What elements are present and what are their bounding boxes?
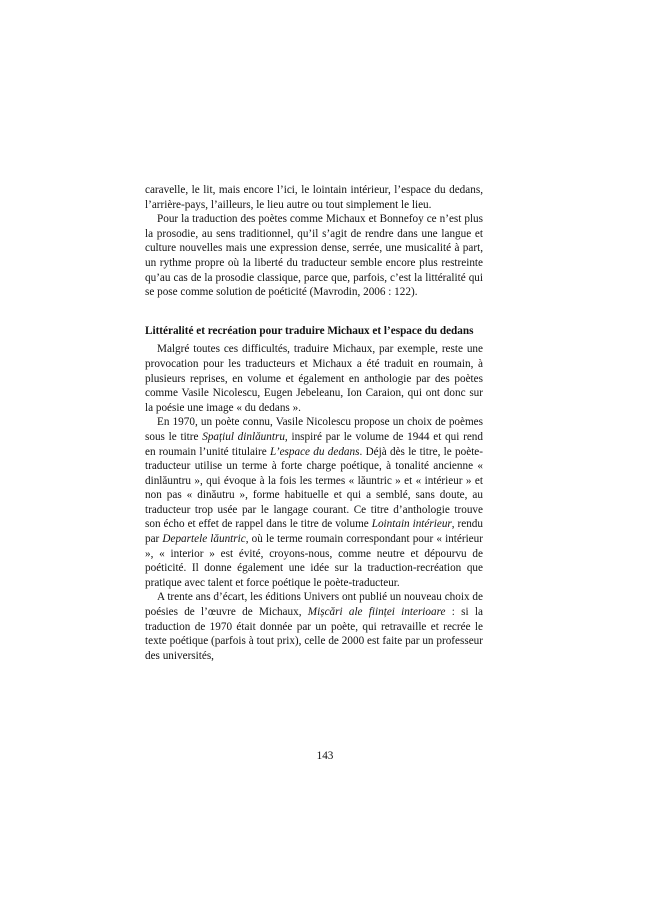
text-run: En 1970, un poète connu, Vasile Nicolescu propose un choix de poèmes sous le titre — [145, 416, 483, 443]
paragraph-translation-poets: Pour la traduction des poètes comme Michaux et Bonnefoy ce n’est plus la prosodie, au sens traditionnel, qu’il s’agit de rendre dans une langue et culture nouvelles mais une expression dense, serrée, une musicalité à part, un rythme propre où la liberté du traducteur semble encore plus restreinte qu’au cas de la prosodie classique, parce que, parfois, c’est la littéralité qui se pose comme solution de poéticité (Mavrodin, 2006 : 122). — [145, 213, 483, 299]
italic-title: Lointain intérieur — [371, 518, 452, 531]
paragraph-continuation: caravelle, le lit, mais encore l’ici, le lointain intérieur, l’espace du dedans, l’arrière-pays, l’ailleurs, le lieu autre ou tout simplement le lieu. — [145, 184, 483, 211]
section-heading: Littéralité et recréation pour traduire Michaux et l’espace du dedans — [145, 324, 474, 337]
italic-title: Mișcări ale ființei interioare — [307, 606, 446, 619]
text-run: , rendu par — [145, 518, 483, 546]
page-body — [145, 183, 483, 663]
italic-title: Departele lăuntric — [162, 533, 246, 546]
page-number: 143 — [316, 750, 334, 762]
paragraph-univers — [145, 590, 483, 663]
text-run: : si la traduction de 1970 était donnée par un poète, qui retravaille et recrée le texte poétique (parfois à tout prix), celle de 2000 est faite par un professeur des universités, — [145, 606, 483, 662]
text-run: inspiré par le volume de 1944 et qui rend en roumain l’unité titulaire — [145, 430, 483, 458]
paragraph-difficulties: Malgré toutes ces difficultés, traduire Michaux, par exemple, reste une provocation pour les traducteurs et Michaux a été traduit en roumain, à plusieurs reprises, en volume et également en anthologie par des poètes comme Vasile Nicolescu, Eugen Jebeleanu, Ion Caraion, qui ont donc sur la poésie une image « du dedans ». — [145, 343, 483, 414]
text-run: . Déjà dès le titre, le poète-traducteur utilise un terme à forte charge poétique, à tonalité ancienne « dinlăuntru », qui évoque à la fois les termes « lăuntric » et « intérieur » et non pas « dinăutru », forme habituelle et qui a semblé, sans doute, au traducteur trop usée par le langage courant. Ce titre d’anthologie trouve son écho et effet de rappel dans le titre de volume — [145, 445, 483, 531]
paragraph-nicolescu — [145, 415, 483, 590]
text-run: , où le terme roumain correspondant pour « intérieur », « interior » est évité, croyons-nous, comme neutre et dépourvu de poéticité. Il donne également une idée sur la traduction-recréation que pratique avec talent et force poétique le poète-traducteur. — [145, 533, 483, 589]
italic-title: L’espace du dedans — [270, 445, 360, 458]
text-run: A trente ans d’écart, les éditions Univers ont publié un nouveau choix de poésies de l’œuvre de Michaux, — [145, 591, 483, 619]
italic-title: Spațiul dinlăuntru, — [202, 430, 288, 443]
